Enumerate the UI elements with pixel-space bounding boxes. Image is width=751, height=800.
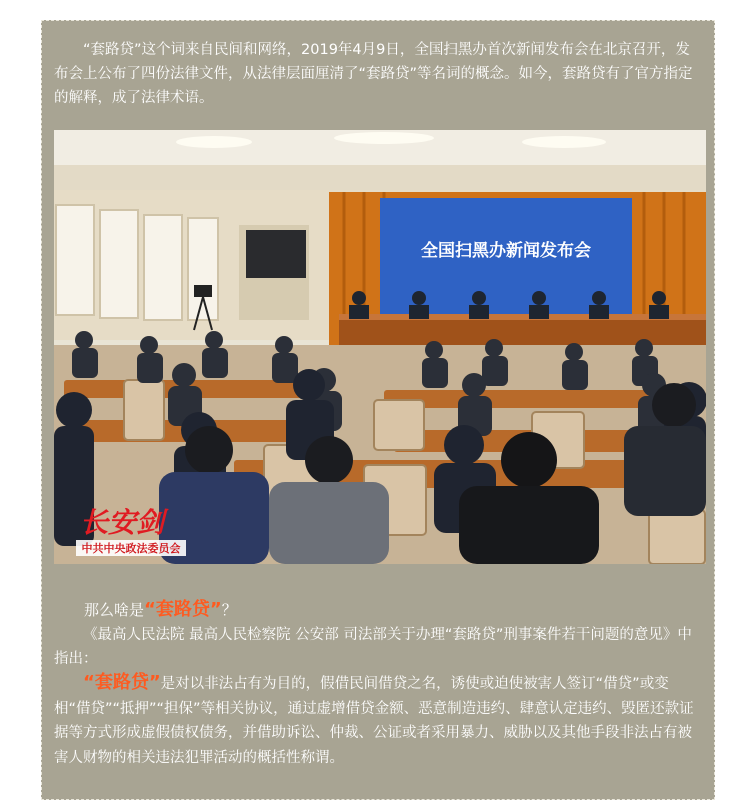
watermark-title: 长安剑 [79,506,165,539]
citation-paragraph: 《最高人民法院 最高人民检察院 公安部 司法部关于办理“套路贷”刑事案件若干问题的意见》中指出： [54,627,692,667]
article-panel [41,20,715,800]
banner-text: 全国扫黑办新闻发布会 [421,241,591,261]
definition-paragraph [54,671,704,770]
wall-tv [246,230,306,278]
intro-paragraph: “套路贷”这个词来自民间和网络，2019年4月9日，全国扫黑办首次新闻发布会在北京召开，发布会上公布了四份法律文件，从法律层面厘清了“套路贷”等名词的概念。如今，套路贷有了官方指定的解释，成了法律术语。 [54,42,693,106]
question-prefix: 那么啥是 [84,601,145,619]
press-conference-photo [54,130,706,564]
question-suffix: ？ [221,601,237,619]
watermark-subtitle: 中共中央政法委员会 [81,542,181,555]
definition-term: “套路贷” [83,672,161,693]
definition-body: 是对以非法占有为目的，假借民间借贷之名，诱使或迫使被害人签订“借贷”或变相“借贷”“抵押”“担保”等相关协议，通过虚增借贷金额、恶意制造违约、肆意认定违约、毁匿还款证据等方式形成虚假债权债务，并借助诉讼、仲裁、公证或者采用暴力、威胁以及其他手段非法占有被害人财物的相关违法犯罪活动的概括性称谓。 [54,676,694,766]
question-line [54,597,704,623]
question-highlight: “套路贷” [144,599,222,620]
